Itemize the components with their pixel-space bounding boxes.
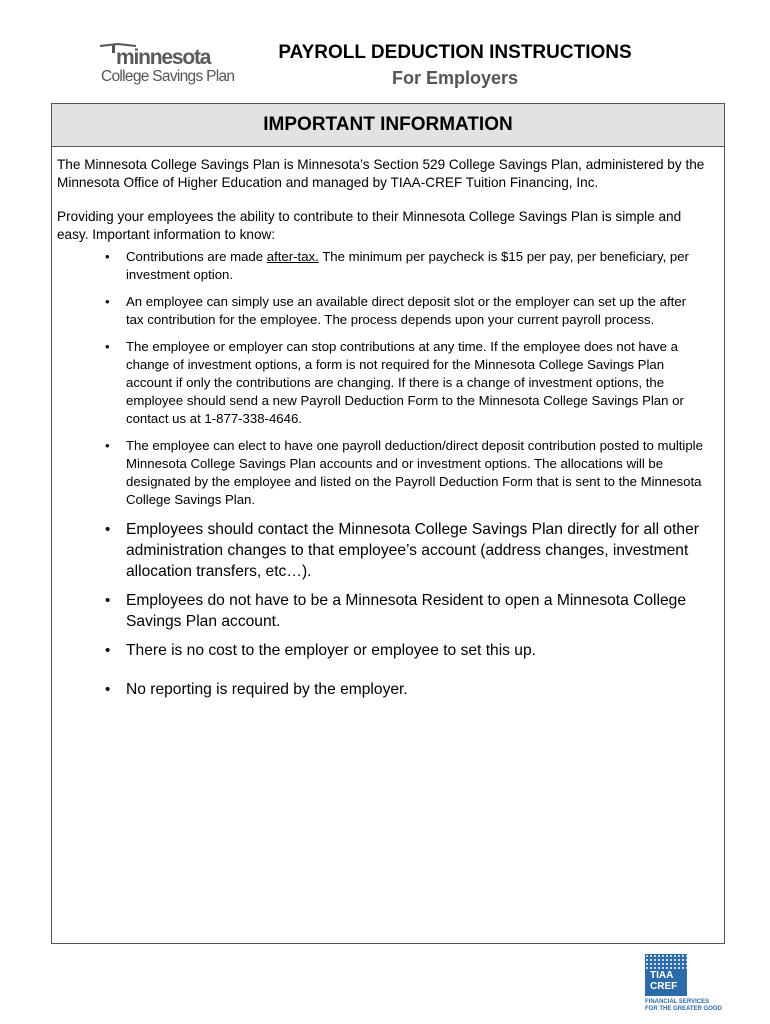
list-item-text: Employees do not have to be a Minnesota Resident to open a Minnesota College Savings Plan account.: [126, 592, 687, 630]
intro-paragraph: The Minnesota College Savings Plan is Minnesota’s Section 529 College Savings Plan, administered by the Minnesota Office of Higher Education and managed by TIAA-CREF Tuition Financing, Inc.: [57, 157, 705, 190]
bullet-icon: •: [105, 642, 111, 659]
list-item: [57, 293, 716, 329]
bullet-icon: •: [105, 521, 111, 538]
list-item-text: The minimum per paycheck is $15 per pay, per beneficiary, per investment option.: [126, 249, 689, 282]
box-heading: IMPORTANT INFORMATION: [52, 104, 724, 147]
list-item: [57, 640, 716, 661]
dot-pattern-icon: [645, 954, 687, 970]
list-item: [57, 519, 716, 582]
small-bullet-list: [57, 248, 716, 509]
cref-line: CREF: [650, 981, 678, 992]
list-item: [57, 590, 716, 632]
box-content: [52, 147, 724, 700]
tiaa-cref-mark-icon: [645, 954, 687, 996]
lead-paragraph: Providing your employees the ability to contribute to their Minnesota College Savings Plan is simple and easy. Important information to know:: [57, 209, 682, 242]
list-item-text: No reporting is required by the employer.: [126, 681, 408, 698]
underlined-term: after-tax.: [266, 249, 319, 264]
logo-subtitle: College Savings Plan: [101, 68, 235, 85]
bullet-icon: •: [105, 681, 111, 698]
bullet-icon: •: [105, 249, 110, 264]
tiaa-cref-mark-text: [650, 970, 677, 992]
bullet-icon: •: [105, 294, 110, 309]
list-item-text: The employee can elect to have one payroll deduction/direct deposit contribution posted to multiple Minnesota College Savings Plan accounts and or investment options. The allocations will be designated by the employee and listed on the Payroll Deduction Form that is sent to the Minnesota College Savings Plan.: [126, 438, 703, 507]
bullet-icon: •: [105, 339, 110, 354]
list-item-text: The employee or employer can stop contributions at any time. If the employee does not have a change of investment options, a form is not required for the Minnesota College Savings Plan account if only the contributions are changing. If there is a change of investment options, the employee should send a new Payroll Deduction Form to the Minnesota College Savings Plan or contact us at 1-877-338-4646.: [126, 339, 684, 426]
list-item: [57, 338, 716, 428]
large-bullet-list: [57, 519, 716, 700]
information-box: [51, 103, 725, 944]
list-item-text: An employee can simply use an available direct deposit slot or the employer can set up the after tax contribution for the employee. The process depends upon your current payroll process.: [126, 294, 687, 327]
list-item-text: There is no cost to the employer or employee to set this up.: [126, 642, 536, 659]
tiaa-cref-tagline: [645, 999, 722, 1013]
list-item: [57, 679, 716, 700]
tagline-line-2: FOR THE GREATER GOOD: [645, 1006, 722, 1012]
logo-wordmark: minnesota: [116, 46, 211, 69]
bullet-icon: •: [105, 592, 111, 609]
tiaa-line: TIAA: [650, 970, 674, 981]
page-subtitle: For Employers: [391, 68, 519, 88]
page-title: PAYROLL DEDUCTION INSTRUCTIONS: [278, 42, 632, 63]
list-item: [57, 437, 716, 509]
list-item-text: Contributions are made: [126, 249, 267, 264]
tagline-line-1: FINANCIAL SERVICES: [645, 999, 710, 1005]
bullet-icon: •: [105, 438, 110, 453]
list-item: [57, 248, 716, 284]
list-item-text: Employees should contact the Minnesota College Savings Plan directly for all other administration changes to that employee’s account (address changes, investment allocation transfers, etc…).: [126, 521, 699, 580]
tiaa-cref-logo: [645, 954, 755, 1018]
